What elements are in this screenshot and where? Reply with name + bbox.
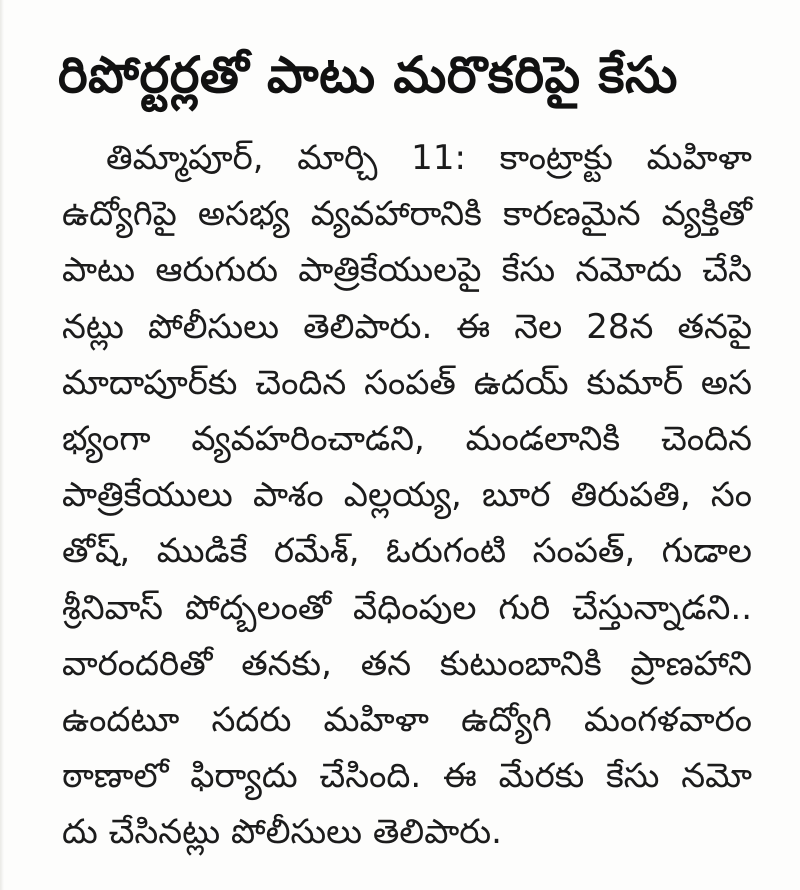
article-line: వారందరితో తనకు, తన కుటుంబానికి ప్రాణహాని bbox=[62, 643, 752, 684]
article-line: ఠాణాలో ఫిర్యాదు చేసింది. ఈ మేరకు కేసు నమో bbox=[62, 756, 752, 797]
article-line: తిమ్మాపూర్, మార్చి 11: కాంట్రాక్టు మహిళా bbox=[106, 138, 752, 178]
article-headline: రిపోర్టర్లతో పాటు మరొకరిపై కేసు bbox=[58, 46, 678, 104]
article-line: నట్లు పోలీసులు తెలిపారు. ఈ నెల 28న తనపై bbox=[62, 306, 752, 347]
scan-edge-shadow bbox=[0, 0, 4, 890]
article-line: ఉందటూ సదరు మహిళా ఉద్యోగి మంగళవారం bbox=[62, 699, 752, 740]
article-line: శ్రీనివాస్ పోద్బలంతో వేధింపుల గురి చేస్తున్నాడని.. bbox=[62, 587, 752, 628]
article-line: పాటు ఆరుగురు పాత్రికేయులపై కేసు నమోదు చేసి bbox=[62, 250, 752, 291]
article-line: భ్యంగా వ్యవహరించాడని, మండలానికి చెందిన bbox=[62, 418, 752, 459]
article-line: మాదాపూర్‌కు చెందిన సంపత్ ఉదయ్ కుమార్ అస bbox=[62, 362, 752, 403]
article-body bbox=[62, 130, 752, 860]
article-line: ఉద్యోగిపై అసభ్య వ్యవహారానికి కారణమైన వ్యక్తితో bbox=[62, 194, 752, 235]
article-line: తోష్, ముడికే రమేశ్, ఓరుగంటి సంపత్, గుడాల bbox=[62, 531, 752, 572]
article-line: దు చేసినట్లు పోలీసులు తెలిపారు. bbox=[62, 812, 502, 853]
article-line: పాత్రికేయులు పాశం ఎల్లయ్య, బూర తిరుపతి, సం bbox=[62, 475, 752, 516]
